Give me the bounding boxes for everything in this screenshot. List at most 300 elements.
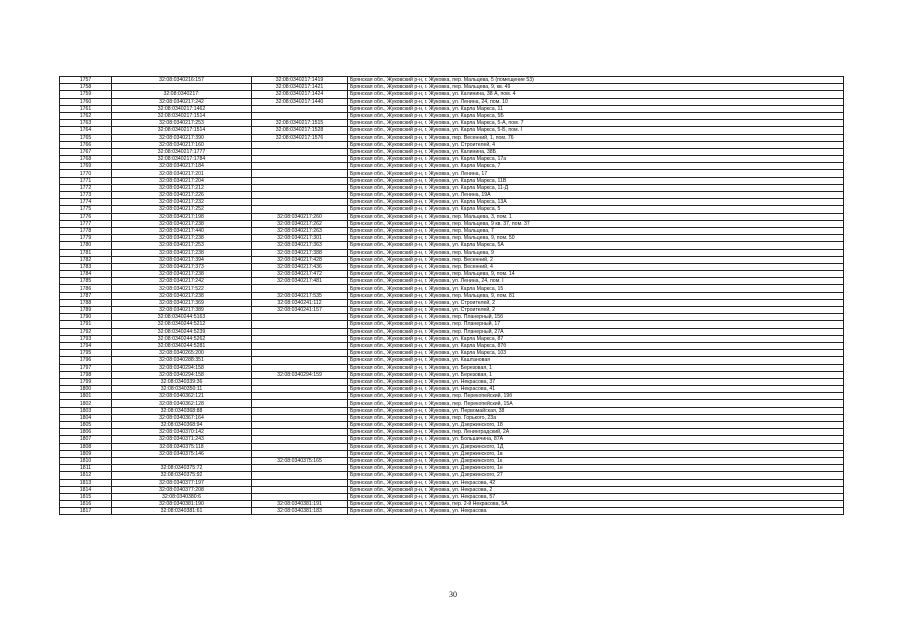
sub-object-number-cell (252, 364, 348, 371)
address-cell: Брянская обл., Жуковский р-н, г. Жуковка, пер. Ленинградский, 2А (348, 429, 844, 436)
cadastral-number-cell: 32:08:0340217:1777 (112, 148, 252, 155)
cadastral-number-cell: 32:08:0340217:253 (112, 242, 252, 249)
cadastral-number-cell: 32:08:0340217:212 (112, 184, 252, 191)
sub-object-number-cell (252, 105, 348, 112)
address-cell: Брянская обл., Жуковский р-н, г. Жуковка, ул. Дзержинского, 18 (348, 422, 844, 429)
address-cell: Брянская обл., Жуковский р-н, г. Жуковка, пер. Весенний, 1, пом. 76 (348, 134, 844, 141)
sub-object-number-cell: 32:08:0340217:1419 (252, 77, 348, 84)
table-row (60, 112, 844, 119)
table-row (60, 98, 844, 105)
table-row (60, 479, 844, 486)
sub-object-number-cell: 32:08:0340294:159 (252, 371, 348, 378)
address-cell: Брянская обл., Жуковский р-н, г. Жуковка, ул. Карла Маркса, 87б (348, 342, 844, 349)
row-number-cell: 1804 (60, 414, 112, 421)
table-row (60, 285, 844, 292)
address-cell: Брянская обл., Жуковский р-н, г. Жуковка, ул. Дзержинского, 1е (348, 465, 844, 472)
sub-object-number-cell (252, 350, 348, 357)
address-cell: Брянская обл., Жуковский р-н, г. Жуковка, ул. Карла Маркса, 5А (348, 242, 844, 249)
table-row (60, 328, 844, 335)
cadastral-number-cell: 32:08:0340381:190 (112, 501, 252, 508)
table-row (60, 493, 844, 500)
table-row (60, 472, 844, 479)
sub-object-number-cell: 32:08:0340381:183 (252, 508, 348, 515)
cadastral-number-cell: 32:08:0340244:5163 (112, 314, 252, 321)
row-number-cell: 1763 (60, 120, 112, 127)
sub-object-number-cell (252, 328, 348, 335)
table-row (60, 378, 844, 385)
cadastral-number-cell: 32:08:0340217:440 (112, 227, 252, 234)
sub-object-number-cell (252, 177, 348, 184)
row-number-cell: 1796 (60, 357, 112, 364)
table-row (60, 371, 844, 378)
row-number-cell: 1800 (60, 386, 112, 393)
cadastral-number-cell: 32:08:0340217:1514 (112, 112, 252, 119)
sub-object-number-cell (252, 206, 348, 213)
address-cell: Брянская обл., Жуковский р-н, г. Жуковка, ул. Березовая, 1 (348, 364, 844, 371)
address-cell: Брянская обл., Жуковский р-н, г. Жуковка, ул. Карла Маркса, 17а (348, 156, 844, 163)
sub-object-number-cell (252, 184, 348, 191)
page-number: 30 (449, 590, 457, 599)
table-row (60, 184, 844, 191)
address-cell: Брянская обл., Жуковский р-н, г. Жуковка, ул. Большичина, 87А (348, 436, 844, 443)
row-number-cell: 1772 (60, 184, 112, 191)
cadastral-number-cell: 32:08:0340294:158 (112, 371, 252, 378)
cadastral-number-cell: 32:08:0340217:1462 (112, 105, 252, 112)
row-number-cell: 1773 (60, 192, 112, 199)
row-number-cell: 1815 (60, 493, 112, 500)
cadastral-number-cell: 32:08:0340377:208 (112, 486, 252, 493)
row-number-cell: 1805 (60, 422, 112, 429)
table-row (60, 350, 844, 357)
table-row (60, 501, 844, 508)
cadastral-number-cell: 32:08:0340217:184 (112, 163, 252, 170)
table-row (60, 342, 844, 349)
cadastral-number-cell: 32:08:0340217:522 (112, 285, 252, 292)
address-cell: Брянская обл., Жуковский р-н, г. Жуковка, пер. Мальцева, 5 (помещение 53) (348, 77, 844, 84)
table-row (60, 335, 844, 342)
cadastral-number-cell: 32:08:0340350:11 (112, 386, 252, 393)
cadastral-number-cell: 32:08:0340217:238 (112, 292, 252, 299)
row-number-cell: 1767 (60, 148, 112, 155)
sub-object-number-cell: 32:08:0340217:481 (252, 278, 348, 285)
sub-object-number-cell: 32:08:0340217:472 (252, 271, 348, 278)
cadastral-number-cell: 32:08:0340217:373 (112, 263, 252, 270)
cadastral-number-cell: 32:08:0340244:5239 (112, 328, 252, 335)
cadastral-number-cell: 32:08:0340375:72 (112, 465, 252, 472)
address-cell: Брянская обл., Жуковский р-н, г. Жуковка, пер. Мальцева, 9, пом. 81 (348, 292, 844, 299)
row-number-cell: 1775 (60, 206, 112, 213)
cadastral-number-cell: 32:08:0340217:389 (112, 307, 252, 314)
cadastral-number-cell: 32:08:0340217:160 (112, 141, 252, 148)
sub-object-number-cell (252, 486, 348, 493)
sub-object-number-cell (252, 141, 348, 148)
table-row (60, 227, 844, 234)
sub-object-number-cell (252, 357, 348, 364)
row-number-cell: 1790 (60, 314, 112, 321)
sub-object-number-cell (252, 422, 348, 429)
address-cell: Брянская обл., Жуковский р-н, г. Жуковка, пер. Мальцева, 9, пом. 50 (348, 235, 844, 242)
cadastral-number-cell: 32:08:0340217:252 (112, 206, 252, 213)
table-row (60, 192, 844, 199)
sub-object-number-cell (252, 400, 348, 407)
cadastral-number-cell: 32:08:0340217:238 (112, 249, 252, 256)
row-number-cell: 1766 (60, 141, 112, 148)
address-cell: Брянская обл., Жуковский р-н, г. Жуковка, пер. Перекопейский, 15А (348, 400, 844, 407)
address-cell: Брянская обл., Жуковский р-н, г. Жуковка, пер. Планерный, 27А (348, 328, 844, 335)
table-row (60, 220, 844, 227)
address-cell: Брянская обл., Жуковский р-н, г. Жуковка, пер. Мальцева, 7 (348, 227, 844, 234)
row-number-cell: 1788 (60, 299, 112, 306)
sub-object-number-cell (252, 335, 348, 342)
table-row (60, 414, 844, 421)
cadastral-number-cell: 32:08:0340217:1784 (112, 156, 252, 163)
table-row (60, 141, 844, 148)
sub-object-number-cell (252, 450, 348, 457)
row-number-cell: 1771 (60, 177, 112, 184)
cadastral-number-cell: 32:08:0340217:1514 (112, 127, 252, 134)
cadastral-number-cell (112, 457, 252, 464)
cadastral-number-cell: 32:08:0340217: (112, 91, 252, 98)
table-row (60, 235, 844, 242)
table-row (60, 357, 844, 364)
cadastral-number-cell: 32:08:0340217:232 (112, 199, 252, 206)
address-cell: Брянская обл., Жуковский р-н, г. Жуковка, пер. Планерный, 17 (348, 321, 844, 328)
address-cell: Брянская обл., Жуковский р-н, г. Жуковка, ул. Некрасова, 2 (348, 486, 844, 493)
table-row (60, 429, 844, 436)
address-cell: Брянская обл., Жуковский р-н, г. Жуковка, ул. Некрасова, 57 (348, 493, 844, 500)
table-row (60, 314, 844, 321)
sub-object-number-cell (252, 493, 348, 500)
address-cell: Брянская обл., Жуковский р-н, г. Жуковка, ул. Калинина, 38 А, пом. 4 (348, 91, 844, 98)
table-row (60, 465, 844, 472)
sub-object-number-cell (252, 199, 348, 206)
row-number-cell: 1808 (60, 443, 112, 450)
sub-object-number-cell (252, 414, 348, 421)
sub-object-number-cell (252, 192, 348, 199)
sub-object-number-cell (252, 429, 348, 436)
cadastral-number-cell: 32:08:0340244:5281 (112, 342, 252, 349)
cadastral-number-cell: 32:08:0340217:226 (112, 192, 252, 199)
table-row (60, 127, 844, 134)
sub-object-number-cell: 32:08:0340217:363 (252, 242, 348, 249)
sub-object-number-cell: 32:08:0340217:428 (252, 256, 348, 263)
address-cell: Брянская обл., Жуковский р-н, г. Жуковка, ул. Строителей, 2 (348, 307, 844, 314)
address-cell: Брянская обл., Жуковский р-н, г. Жуковка, ул. Ленина, 24, пом. I (348, 278, 844, 285)
cadastral-number-cell: 32:08:0340217:242 (112, 278, 252, 285)
table-row (60, 199, 844, 206)
sub-object-number-cell (252, 386, 348, 393)
cadastral-number-cell: 32:08:0340217:253 (112, 120, 252, 127)
address-cell: Брянская обл., Жуковский р-н, г. Жуковка, ул. Карла Маркса, 11В (348, 177, 844, 184)
address-cell: Брянская обл., Жуковский р-н, г. Жуковка, ул. Карла Маркса, 5-Б, пом. I (348, 127, 844, 134)
address-cell: Брянская обл., Жуковский р-н, г. Жуковка, ул. Дзержинского, 27 (348, 472, 844, 479)
table-row (60, 77, 844, 84)
address-cell: Брянская обл., Жуковский р-н, г. Жуковка, ул. Некрасова, 37 (348, 378, 844, 385)
address-cell: Брянская обл., Жуковский р-н, г. Жуковка, пер. Горького, 23а (348, 414, 844, 421)
table-row (60, 84, 844, 91)
sub-object-number-cell: 32:08:0340241:157 (252, 307, 348, 314)
row-number-cell: 1762 (60, 112, 112, 119)
table-row (60, 91, 844, 98)
address-cell: Брянская обл., Жуковский р-н, г. Жуковка, ул. Дзержинского, 1Д (348, 443, 844, 450)
cadastral-number-cell: 32:08:0340217:198 (112, 213, 252, 220)
address-cell: Брянская обл., Жуковский р-н, г. Жуковка, ул. Ленина, 17 (348, 170, 844, 177)
table-row (60, 271, 844, 278)
sub-object-number-cell: 32:08:0340217:388 (252, 249, 348, 256)
cadastral-number-cell: 32:08:0340217:369 (112, 299, 252, 306)
sub-object-number-cell (252, 393, 348, 400)
table-row (60, 307, 844, 314)
address-cell: Брянская обл., Жуковский р-н, г. Жуковка, ул. Карла Маркса, 15 (348, 285, 844, 292)
row-number-cell: 1789 (60, 307, 112, 314)
address-cell: Брянская обл., Жуковский р-н, г. Жуковка, ул. Некрасова, 42 (348, 479, 844, 486)
table-row (60, 443, 844, 450)
sub-object-number-cell: 32:08:0340217:260 (252, 213, 348, 220)
address-cell: Брянская обл., Жуковский р-н, г. Жуковка, пер. Мальцева, 9 (348, 249, 844, 256)
cadastral-number-cell: 32:08:0340375:146 (112, 450, 252, 457)
row-number-cell: 1764 (60, 127, 112, 134)
sub-object-number-cell (252, 472, 348, 479)
sub-object-number-cell: 32:08:0340217:1440 (252, 98, 348, 105)
address-cell: Брянская обл., Жуковский р-н, г. Жуковка, пер. 2-й Некрасова, 5А (348, 501, 844, 508)
address-cell: Брянская обл., Жуковский р-н, г. Жуковка, пер. Весенний, 4 (348, 263, 844, 270)
row-number-cell: 1813 (60, 479, 112, 486)
cadastral-number-cell: 32:08:0340377:197 (112, 479, 252, 486)
row-number-cell: 1782 (60, 256, 112, 263)
sub-object-number-cell: 32:08:0340217:263 (252, 227, 348, 234)
sub-object-number-cell: 32:08:0340217:262 (252, 220, 348, 227)
sub-object-number-cell (252, 163, 348, 170)
address-cell: Брянская обл., Жуковский р-н, г. Жуковка, ул. Дзержинского, 1в (348, 450, 844, 457)
cadastral-number-cell: 32:08:0340288:351 (112, 357, 252, 364)
sub-object-number-cell (252, 314, 348, 321)
address-cell: Брянская обл., Жуковский р-н, г. Жуковка, ул. Карла Маркса, 7 (348, 163, 844, 170)
sub-object-number-cell (252, 436, 348, 443)
address-cell: Брянская обл., Жуковский р-н, г. Жуковка, ул. Каштановая (348, 357, 844, 364)
table-row (60, 242, 844, 249)
cadastral-number-cell: 32:08:0340244:5262 (112, 335, 252, 342)
row-number-cell: 1791 (60, 321, 112, 328)
table-row (60, 105, 844, 112)
sub-object-number-cell: 32:08:0340381:191 (252, 501, 348, 508)
address-cell: Брянская обл., Жуковский р-н, г. Жуковка, ул. Дзержинского, 1к (348, 457, 844, 464)
row-number-cell: 1798 (60, 371, 112, 378)
table-row (60, 299, 844, 306)
cadastral-number-cell: 32:08:0340294:158 (112, 364, 252, 371)
sub-object-number-cell (252, 443, 348, 450)
row-number-cell: 1817 (60, 508, 112, 515)
address-cell: Брянская обл., Жуковский р-н, г. Жуковка, ул. Карла Маркса, 11 (348, 105, 844, 112)
sub-object-number-cell: 32:08:0340217:436 (252, 263, 348, 270)
table-row (60, 177, 844, 184)
sub-object-number-cell (252, 156, 348, 163)
row-number-cell: 1794 (60, 342, 112, 349)
table-row (60, 170, 844, 177)
address-cell: Брянская обл., Жуковский р-н, г. Жуковка, ул. Карла Маркса, 103 (348, 350, 844, 357)
sub-object-number-cell: 32:08:0340375:165 (252, 457, 348, 464)
address-cell: Брянская обл., Жуковский р-н, г. Жуковка, ул. Березовая, 1 (348, 371, 844, 378)
table-row (60, 321, 844, 328)
row-number-cell: 1812 (60, 472, 112, 479)
table-row (60, 450, 844, 457)
address-cell: Брянская обл., Жуковский р-н, г. Жуковка, ул. Первомайская, 38 (348, 407, 844, 414)
cadastral-number-cell: 32:08:0340217:238 (112, 220, 252, 227)
row-number-cell: 1795 (60, 350, 112, 357)
row-number-cell: 1793 (60, 335, 112, 342)
row-number-cell: 1769 (60, 163, 112, 170)
table-row (60, 156, 844, 163)
table-row (60, 134, 844, 141)
table-row (60, 436, 844, 443)
table-row (60, 120, 844, 127)
sub-object-number-cell (252, 479, 348, 486)
table-row (60, 508, 844, 515)
table-row (60, 278, 844, 285)
table-row (60, 148, 844, 155)
cadastral-number-cell: 32:08:0340217:201 (112, 170, 252, 177)
row-number-cell: 1802 (60, 400, 112, 407)
sub-object-number-cell (252, 285, 348, 292)
table-row (60, 486, 844, 493)
registry-table-body (60, 77, 844, 515)
row-number-cell: 1792 (60, 328, 112, 335)
cadastral-number-cell: 32:08:0340217:242 (112, 98, 252, 105)
row-number-cell: 1803 (60, 407, 112, 414)
table-row (60, 393, 844, 400)
row-number-cell: 1816 (60, 501, 112, 508)
row-number-cell: 1814 (60, 486, 112, 493)
address-cell: Брянская обл., Жуковский р-н, г. Жуковка, ул. Строителей, 4 (348, 141, 844, 148)
sub-object-number-cell: 32:08:0340241:112 (252, 299, 348, 306)
cadastral-number-cell: 32:08:0340265:200 (112, 350, 252, 357)
row-number-cell: 1810 (60, 457, 112, 464)
cadastral-number-cell: 32:08:0340217:390 (112, 134, 252, 141)
row-number-cell: 1779 (60, 235, 112, 242)
address-cell: Брянская обл., Жуковский р-н, г. Жуковка, пер. Мальцева, 9, кв. 49 (348, 84, 844, 91)
cadastral-number-cell: 32:08:0340368:88 (112, 407, 252, 414)
sub-object-number-cell: 32:08:0340217:1421 (252, 84, 348, 91)
row-number-cell: 1770 (60, 170, 112, 177)
cadastral-number-cell: 32:08:0340370:142 (112, 429, 252, 436)
row-number-cell: 1781 (60, 249, 112, 256)
row-number-cell: 1784 (60, 271, 112, 278)
row-number-cell: 1801 (60, 393, 112, 400)
address-cell: Брянская обл., Жуковский р-н, г. Жуковка, ул. Калинина, 38Б (348, 148, 844, 155)
table-row (60, 386, 844, 393)
sub-object-number-cell: 32:08:0340217:301 (252, 235, 348, 242)
sub-object-number-cell (252, 321, 348, 328)
sub-object-number-cell (252, 407, 348, 414)
table-row (60, 213, 844, 220)
address-cell: Брянская обл., Жуковский р-н, г. Жуковка, ул. Карла Маркса, 5Б (348, 112, 844, 119)
row-number-cell: 1761 (60, 105, 112, 112)
row-number-cell: 1757 (60, 77, 112, 84)
address-cell: Брянская обл., Жуковский р-н, г. Жуковка, ул. Карла Маркса, 87 (348, 335, 844, 342)
table-row (60, 263, 844, 270)
address-cell: Брянская обл., Жуковский р-н, г. Жуковка, ул. Строителей, 2 (348, 299, 844, 306)
cadastral-number-cell: 32:08:0340217:204 (112, 177, 252, 184)
row-number-cell: 1785 (60, 278, 112, 285)
cadastral-number-cell: 32:08:0340217:238 (112, 271, 252, 278)
cadastral-number-cell: 32:08:0340375:118 (112, 443, 252, 450)
row-number-cell: 1787 (60, 292, 112, 299)
table-row (60, 422, 844, 429)
table-row (60, 249, 844, 256)
row-number-cell: 1759 (60, 91, 112, 98)
address-cell: Брянская обл., Жуковский р-н, г. Жуковка, ул. Карла Маркса, 11-Д (348, 184, 844, 191)
cadastral-number-cell (112, 84, 252, 91)
address-cell: Брянская обл., Жуковский р-н, г. Жуковка, ул. Карла Маркса, 5-А, пом. 7 (348, 120, 844, 127)
address-cell: Брянская обл., Жуковский р-н, г. Жуковка, пер. Весенний, 2 (348, 256, 844, 263)
row-number-cell: 1807 (60, 436, 112, 443)
sub-object-number-cell (252, 112, 348, 119)
cadastral-number-cell: 32:08:0340362:128 (112, 400, 252, 407)
address-cell: Брянская обл., Жуковский р-н, г. Жуковка, пер. Планерный, 15б (348, 314, 844, 321)
cadastral-number-cell: 32:08:0340380:6 (112, 493, 252, 500)
row-number-cell: 1765 (60, 134, 112, 141)
table-row (60, 256, 844, 263)
cadastral-number-cell: 32:08:0340375:92 (112, 472, 252, 479)
sub-object-number-cell (252, 378, 348, 385)
row-number-cell: 1778 (60, 227, 112, 234)
row-number-cell: 1776 (60, 213, 112, 220)
row-number-cell: 1777 (60, 220, 112, 227)
sub-object-number-cell: 32:08:0340217:1424 (252, 91, 348, 98)
address-cell: Брянская обл., Жуковский р-н, г. Жуковка, ул. Некрасова (348, 508, 844, 515)
address-cell: Брянская обл., Жуковский р-н, г. Жуковка, пер. Мальцева, 3, пом. 1 (348, 213, 844, 220)
table-row (60, 457, 844, 464)
cadastral-number-cell: 32:08:0340371:243 (112, 436, 252, 443)
table-row (60, 364, 844, 371)
sub-object-number-cell (252, 342, 348, 349)
sub-object-number-cell (252, 148, 348, 155)
row-number-cell: 1780 (60, 242, 112, 249)
address-cell: Брянская обл., Жуковский р-н, г. Жуковка, ул. Карла Маркса, 13А (348, 199, 844, 206)
row-number-cell: 1783 (60, 263, 112, 270)
table-row (60, 400, 844, 407)
sub-object-number-cell (252, 170, 348, 177)
cadastral-number-cell: 32:08:0340362:121 (112, 393, 252, 400)
row-number-cell: 1809 (60, 450, 112, 457)
address-cell: Брянская обл., Жуковский р-н, г. Жуковка, пер. Мальцева, 9, пом. 14 (348, 271, 844, 278)
row-number-cell: 1797 (60, 364, 112, 371)
table-row (60, 163, 844, 170)
sub-object-number-cell: 32:08:0340217:1576 (252, 134, 348, 141)
address-cell: Брянская обл., Жуковский р-н, г. Жуковка, пер. Перекопейский, 19б (348, 393, 844, 400)
cadastral-number-cell: 32:08:0340217:238 (112, 235, 252, 242)
cadastral-number-cell: 32:08:0340381:61 (112, 508, 252, 515)
row-number-cell: 1758 (60, 84, 112, 91)
row-number-cell: 1786 (60, 285, 112, 292)
cadastral-number-cell: 32:08:0340368:94 (112, 422, 252, 429)
cadastral-number-cell: 32:08:0340217:394 (112, 256, 252, 263)
row-number-cell: 1806 (60, 429, 112, 436)
address-cell: Брянская обл., Жуковский р-н, г. Жуковка, ул. Ленина, 24, пом. 10 (348, 98, 844, 105)
table-row (60, 292, 844, 299)
row-number-cell: 1811 (60, 465, 112, 472)
address-cell: Брянская обл., Жуковский р-н, г. Жуковка, ул. Карла Маркса, 5 (348, 206, 844, 213)
row-number-cell: 1760 (60, 98, 112, 105)
cadastral-number-cell: 32:08:0340216:157 (112, 77, 252, 84)
cadastral-number-cell: 32:08:0340367:164 (112, 414, 252, 421)
table-row (60, 407, 844, 414)
sub-object-number-cell: 32:08:0340217:535 (252, 292, 348, 299)
cadastral-number-cell: 32:08:0340339:36 (112, 378, 252, 385)
address-cell: Брянская обл., Жуковский р-н, г. Жуковка, ул. Ленина, 19А (348, 192, 844, 199)
sub-object-number-cell: 32:08:0340217:1528 (252, 127, 348, 134)
row-number-cell: 1768 (60, 156, 112, 163)
cadastral-number-cell: 32:08:0340244:5212 (112, 321, 252, 328)
